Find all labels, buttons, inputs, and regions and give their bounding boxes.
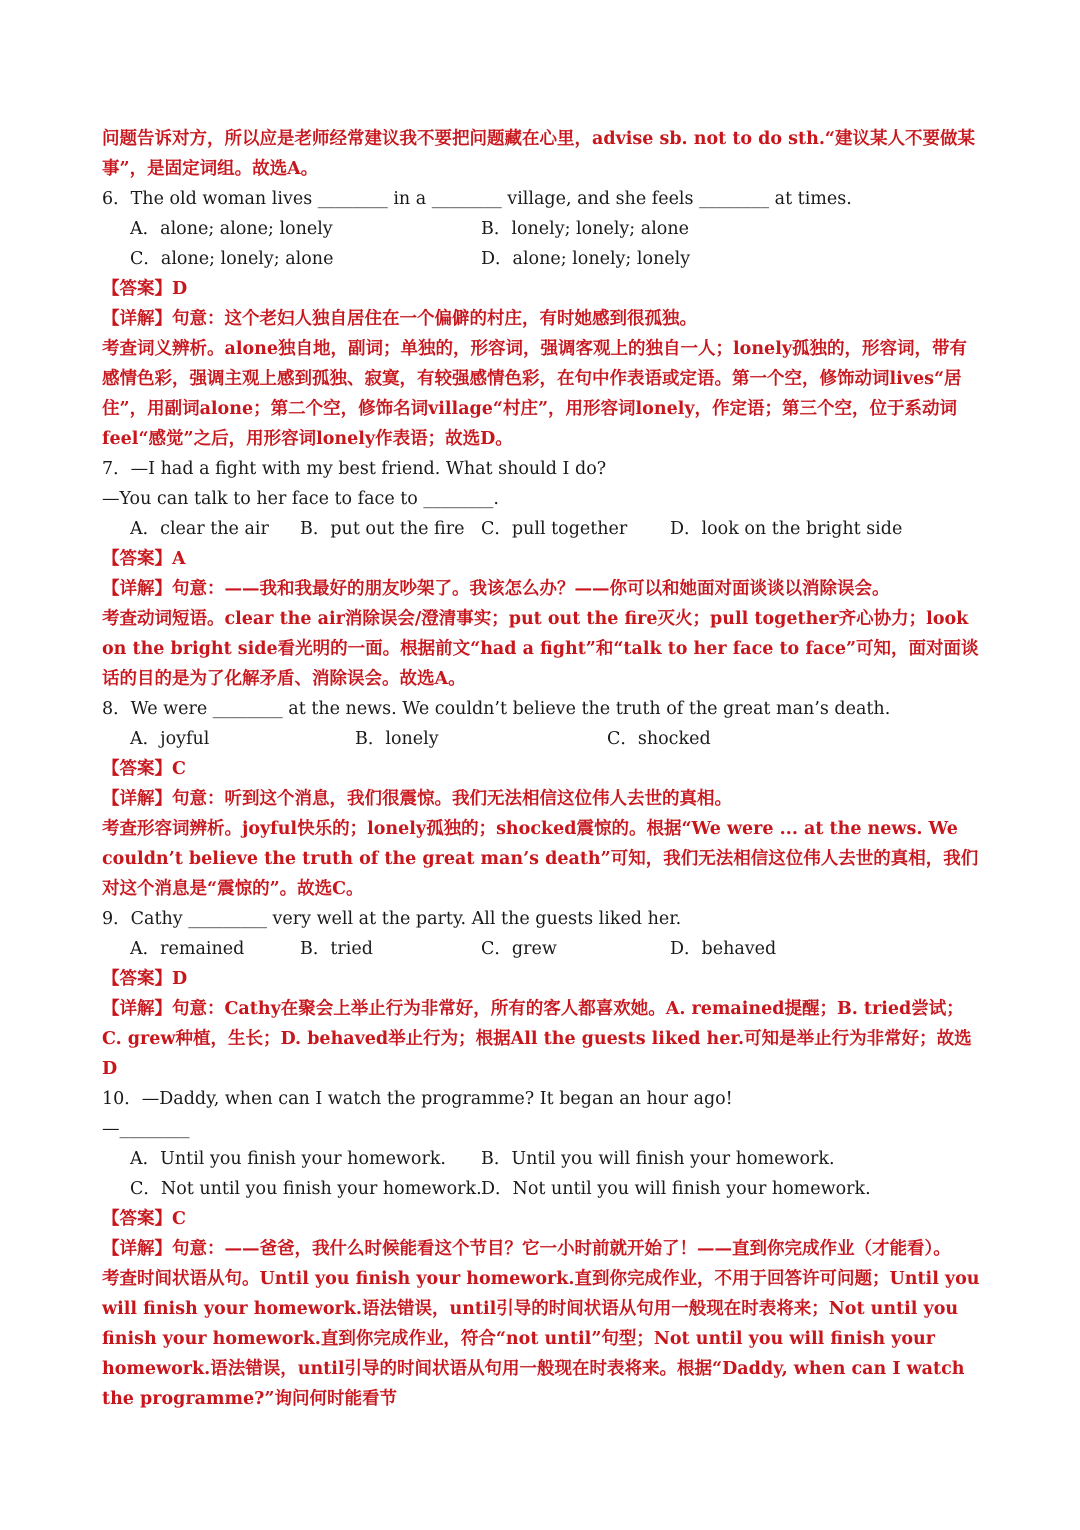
option-a: A．clear the air <box>130 519 269 539</box>
analysis-text: 考查动词短语。clear the air消除误会/澄清事实；put out the fire灭火；pull together齐心协力；look on the bright side看光明的一面。根据前文“had a fight”和“talk to her face to face”可知，面对面谈话的目的是为了化解矛盾、消除误会。故选A。 <box>102 609 979 689</box>
analysis-text: 考查形容词辨析。joyful快乐的；lonely孤独的；shocked震惊的。根据“We were ... at the news. We couldn’t believe the truth of the great man’s death”可知，我们无法相信这位伟人去世的真相，我们对这个消息是“震惊的”。故选C。 <box>102 819 979 899</box>
question-stem-reply: —________ <box>102 1119 190 1139</box>
option-b: B．Until you will finish your homework. <box>481 1149 835 1169</box>
option-c: C．pull together <box>481 519 628 539</box>
answer-line <box>102 754 982 784</box>
options-row <box>102 1144 982 1174</box>
question-stem-reply: —You can talk to her face to face to ________. <box>102 489 499 509</box>
options-row <box>102 214 982 244</box>
analysis-text: 考查时间状语从句。Until you finish your homework.直到你完成作业，不用于回答许可问题；Until you will finish your homework.语法错误，until引导的时间状语从句用一般现在时表将来；Not until you finish your homework.直到你完成作业，符合“not until”句型；Not until you will finish your homework.语法错误，until引导的时间状语从句用一般现在时表将来。根据“Daddy, when can I watch the programme?”询问何时能看节 <box>102 1269 980 1409</box>
question-7 <box>102 454 982 694</box>
answer-value: D <box>172 279 188 299</box>
option-b: B．tried <box>300 939 373 959</box>
answer-value: A <box>172 549 186 569</box>
detail-line <box>102 304 982 334</box>
question-stem: 10．—Daddy, when can I watch the programme? It began an hour ago! <box>102 1089 733 1109</box>
answer-label: 【答案】 <box>102 1209 172 1229</box>
detail-line <box>102 1234 982 1264</box>
question-10 <box>102 1084 982 1414</box>
detail-text: 句意：——爸爸，我什么时候能看这个节目？它一小时前就开始了！——直到你完成作业（才能看）。 <box>172 1239 951 1259</box>
question-stem: 6．The old woman lives ________ in a ________ village, and she feels ________ at times. <box>102 189 852 209</box>
answer-line <box>102 274 982 304</box>
answer-value: C <box>172 1209 186 1229</box>
question-stem: 8．We were ________ at the news. We couldn’t believe the truth of the great man’s death. <box>102 699 891 719</box>
option-a: A．alone; alone; lonely <box>130 219 333 239</box>
options-row <box>102 934 982 964</box>
option-a: A．remained <box>130 939 245 959</box>
option-b: B．lonely <box>355 729 439 749</box>
detail-text: 句意：这个老妇人独自居住在一个偏僻的村庄，有时她感到很孤独。 <box>172 309 697 329</box>
analysis-text: 考查词义辨析。alone独自地，副词；单独的，形容词，强调客观上的独自一人；lonely孤独的，形容词，带有感情色彩，强调主观上感到孤独、寂寞，有较强感情色彩，在句中作表语或定语。第一个空，修饰动词lives“居住”，用副词alone；第二个空，修饰名词village“村庄”，用形容词lonely，作定语；第三个空，位于系动词feel“感觉”之后，用形容词lonely作表语；故选D。 <box>102 339 968 449</box>
option-c: C．Not until you finish your homework. <box>130 1179 482 1199</box>
option-a: A．joyful <box>130 729 210 749</box>
answer-label: 【答案】 <box>102 969 172 989</box>
intro-text: 问题告诉对方，所以应是老师经常建议我不要把问题藏在心里，advise sb. not to do sth.“建议某人不要做某事”，是固定词组。故选A。 <box>102 129 975 179</box>
detail-label: 【详解】 <box>102 579 172 599</box>
answer-label: 【答案】 <box>102 549 172 569</box>
option-a: A．Until you finish your homework. <box>130 1149 446 1169</box>
detail-line <box>102 784 982 814</box>
options-row <box>102 244 982 274</box>
detail-label: 【详解】 <box>102 309 172 329</box>
answer-label: 【答案】 <box>102 279 172 299</box>
option-b: B．put out the fire <box>300 519 465 539</box>
detail-line <box>102 574 982 604</box>
question-stem: 7．—I had a fight with my best friend. What should I do? <box>102 459 607 479</box>
options-row <box>102 724 982 754</box>
options-row <box>102 1174 982 1204</box>
answer-line <box>102 964 982 994</box>
detail-text: 句意：听到这个消息，我们很震惊。我们无法相信这位伟人去世的真相。 <box>172 789 732 809</box>
detail-label: 【详解】 <box>102 789 172 809</box>
detail-text: 句意：Cathy在聚会上举止行为非常好，所有的客人都喜欢她。A. remained提醒；B. tried尝试；C. grew种植，生长；D. behaved举止行为；根据All the guests liked her.可知是举止行为非常好；故选D <box>102 999 972 1079</box>
question-stem: 9．Cathy _________ very well at the party. All the guests liked her. <box>102 909 682 929</box>
detail-label: 【详解】 <box>102 999 172 1019</box>
detail-line <box>102 994 982 1084</box>
options-row <box>102 514 982 544</box>
answer-line <box>102 544 982 574</box>
option-c: C．shocked <box>607 729 711 749</box>
question-9 <box>102 904 982 1084</box>
answer-line <box>102 1204 982 1234</box>
question-8 <box>102 694 982 904</box>
option-d: D．alone; lonely; lonely <box>481 249 691 269</box>
answer-value: C <box>172 759 186 779</box>
document-page <box>102 124 982 1414</box>
detail-text: 句意：——我和我最好的朋友吵架了。我该怎么办？——你可以和她面对面谈谈以消除误会。 <box>172 579 890 599</box>
detail-label: 【详解】 <box>102 1239 172 1259</box>
option-b: B．lonely; lonely; alone <box>481 219 689 239</box>
question-6 <box>102 184 982 454</box>
option-d: D．Not until you will finish your homework. <box>481 1179 871 1199</box>
option-d: D．behaved <box>670 939 777 959</box>
answer-label: 【答案】 <box>102 759 172 779</box>
option-d: D．look on the bright side <box>670 519 903 539</box>
option-c: C．alone; lonely; alone <box>130 249 334 269</box>
option-c: C．grew <box>481 939 557 959</box>
answer-value: D <box>172 969 188 989</box>
